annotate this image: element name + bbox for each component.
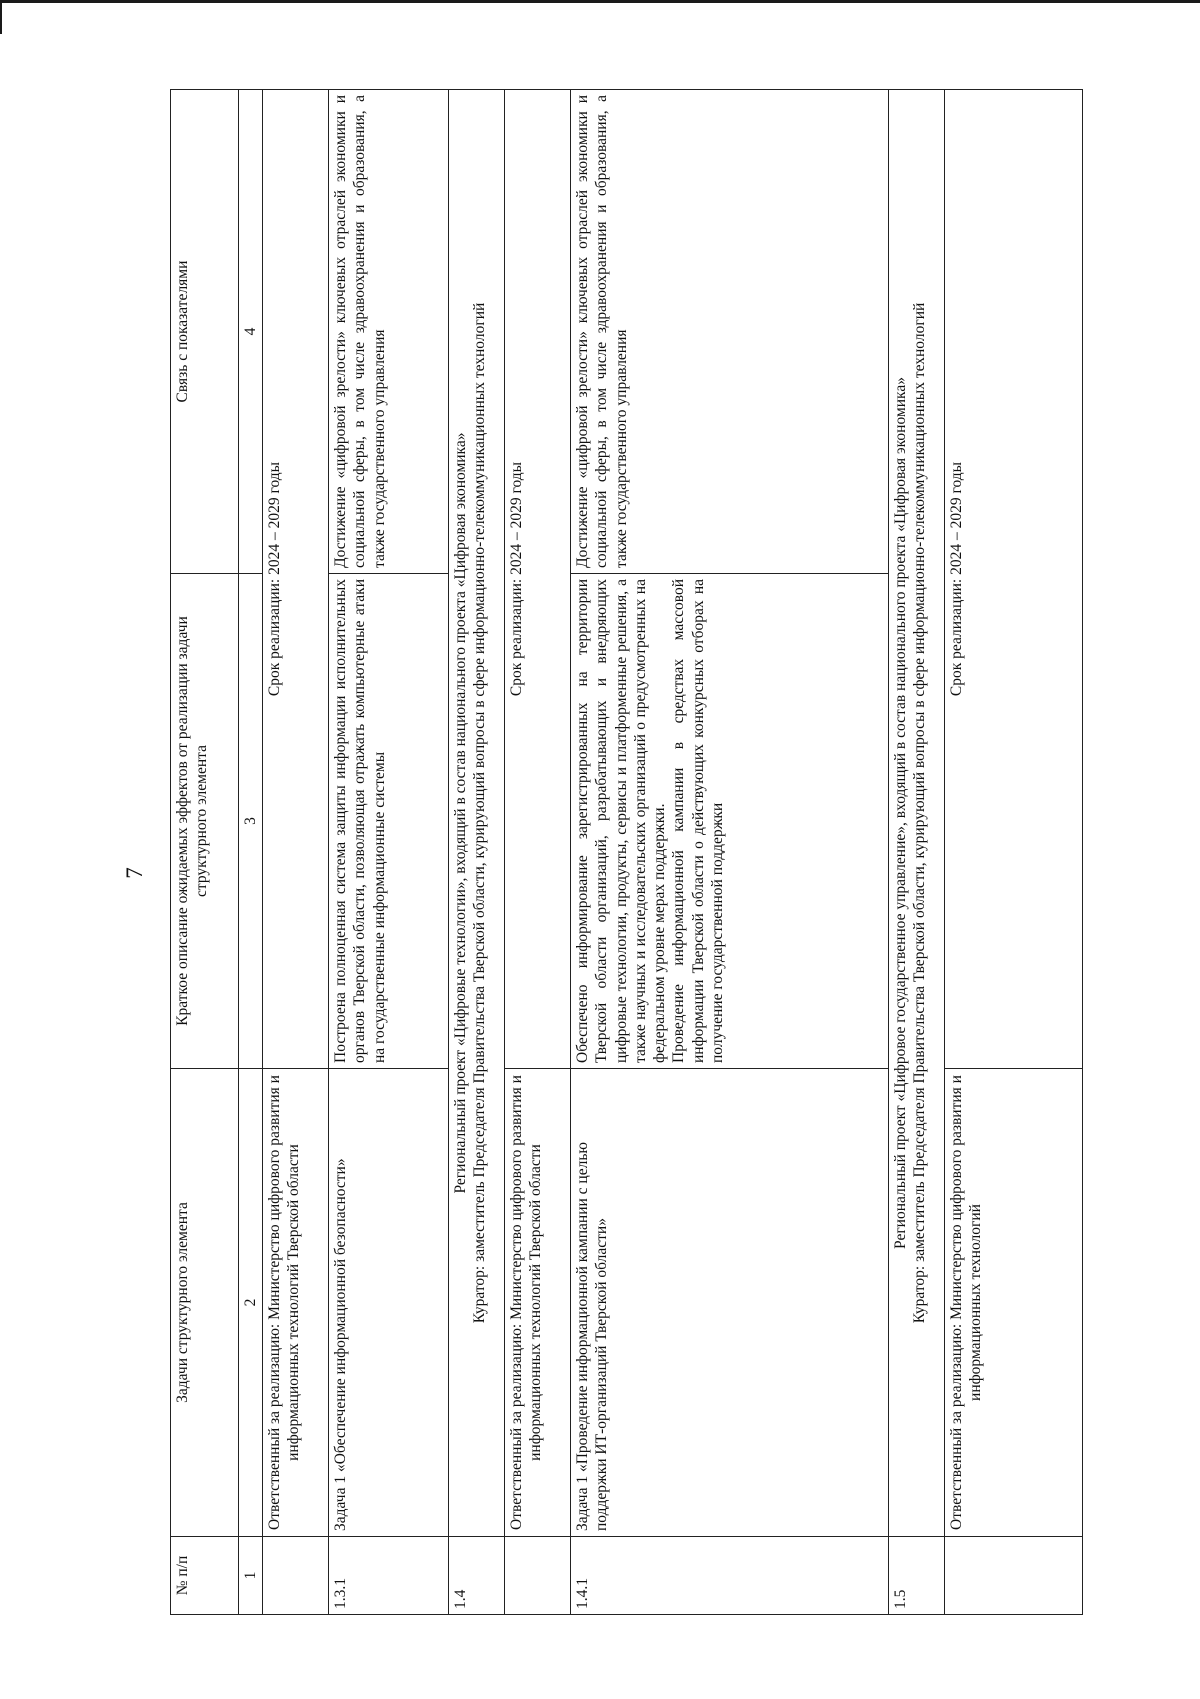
header-task: Задачи структурного элемента bbox=[171, 1069, 239, 1537]
header-effects: Краткое описание ожидаемых эффектов от реализации задачи структурного элемента bbox=[171, 574, 239, 1069]
project-curator: Куратор: заместитель Председателя Правительства Тверской области, курирующий вопросы в сфере информационно-телекоммуникационных технологий bbox=[471, 302, 489, 1324]
row-number: 1.4 bbox=[449, 1537, 505, 1615]
header-num: № п/п bbox=[171, 1537, 239, 1615]
column-number: 2 bbox=[239, 1069, 263, 1537]
table-header-row bbox=[171, 90, 239, 1615]
project-title: Региональный проект «Цифровые технологии», входящий в состав национального проекта «Цифровая экономика» bbox=[452, 432, 470, 1194]
period-cell: Срок реализации: 2024 – 2029 годы bbox=[263, 90, 329, 1069]
task-link: Достижение «цифровой зрелости» ключевых отраслей экономики и социальной сферы, в том числе здравоохранения и образования, а также государственного управления bbox=[571, 90, 889, 574]
table-row bbox=[505, 90, 571, 1615]
task-effects-paragraph: Проведение информационной кампании в средствах массовой информации Тверской области о действующих конкурсных отборах на получение государственной поддержки bbox=[670, 579, 726, 1063]
table-row bbox=[263, 90, 329, 1615]
program-structure-table bbox=[170, 89, 1083, 1615]
header-link: Связь с показателями bbox=[171, 90, 239, 574]
task-effects bbox=[571, 574, 889, 1069]
row-number: 1.3.1 bbox=[329, 1537, 449, 1615]
project-cell bbox=[449, 90, 505, 1537]
project-curator: Куратор: заместитель Председателя Правительства Тверской области, курирующий вопросы в сфере информационно-телекоммуникационных технологий bbox=[911, 302, 929, 1324]
responsible-cell: Ответственный за реализацию: Министерство цифрового развития и информационных технологий Тверской области bbox=[263, 1069, 329, 1537]
scan-edge-top bbox=[0, 0, 1200, 3]
period-cell: Срок реализации: 2024 – 2029 годы bbox=[945, 90, 1083, 1069]
row-number: 1.4.1 bbox=[571, 1537, 889, 1615]
period-cell: Срок реализации: 2024 – 2029 годы bbox=[505, 90, 571, 1069]
task-effects: Построена полноценная система защиты информации исполнительных органов Тверской области, позволяющая отражать компьютерные атаки на государственные информационные системы bbox=[329, 574, 449, 1069]
rotated-page bbox=[170, 90, 1082, 1615]
task-name: Задача 1 «Проведение информационной кампании с целью поддержки ИТ-организаций Тверской области» bbox=[571, 1069, 889, 1537]
table-row bbox=[329, 90, 449, 1615]
row-number: 1.5 bbox=[889, 1537, 945, 1615]
responsible-cell: Ответственный за реализацию: Министерство цифрового развития и информационных технологий Тверской области bbox=[505, 1069, 571, 1537]
table-row bbox=[945, 90, 1083, 1615]
column-number: 4 bbox=[239, 90, 263, 574]
table-row bbox=[889, 90, 945, 1615]
task-name: Задача 1 «Обеспечение информационной безопасности» bbox=[329, 1069, 449, 1537]
column-number-row bbox=[239, 90, 263, 1615]
task-effects-paragraph: Обеспечено информирование зарегистрированных на территории Тверской области организаций, разрабатывающих и внедряющих цифровые технологии, продукты, сервисы и платформенные решения, а также научных и исследовательских организаций о предусмотренных на федеральном уровне мерах поддержки. bbox=[574, 579, 669, 1063]
project-cell bbox=[889, 90, 945, 1537]
scan-edge-left bbox=[0, 0, 2, 34]
table-row bbox=[449, 90, 505, 1615]
responsible-cell: Ответственный за реализацию: Министерство цифрового развития и информационных технологий bbox=[945, 1069, 1083, 1537]
table-row bbox=[571, 90, 889, 1615]
column-number: 3 bbox=[239, 574, 263, 1069]
task-link: Достижение «цифровой зрелости» ключевых отраслей экономики и социальной сферы, в том числе здравоохранения и образования, а также государственного управления bbox=[329, 90, 449, 574]
page-number: 7 bbox=[122, 867, 147, 879]
column-number: 1 bbox=[239, 1537, 263, 1615]
project-title: Региональный проект «Цифровое государственное управление», входящий в состав национального проекта «Цифровая экономика» bbox=[892, 377, 910, 1249]
